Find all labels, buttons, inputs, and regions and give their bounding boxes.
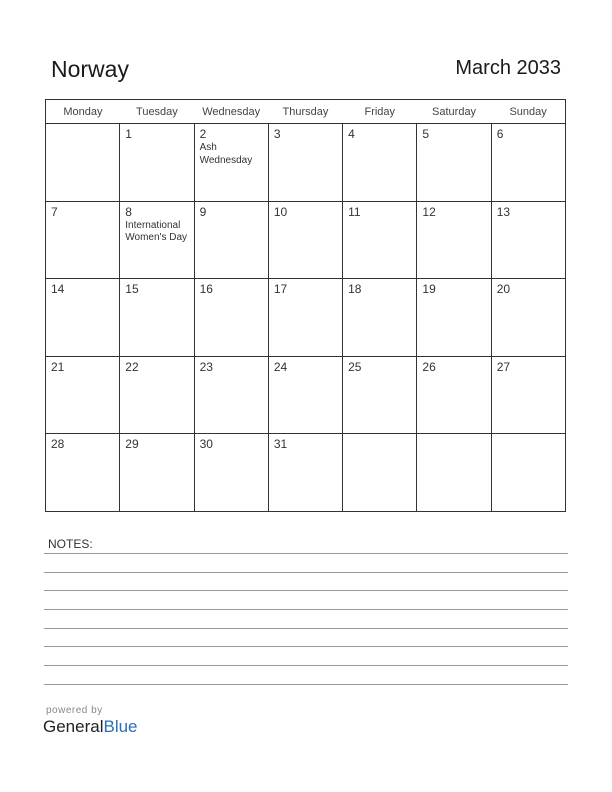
week-row	[46, 201, 566, 279]
day-number: 24	[273, 359, 288, 374]
week-row	[46, 434, 566, 512]
day-cell[interactable]	[268, 356, 342, 434]
country-title: Norway	[51, 56, 129, 82]
day-cell[interactable]	[268, 201, 342, 279]
day-number: 29	[125, 437, 139, 452]
day-cell[interactable]	[491, 434, 565, 512]
note-line	[44, 665, 568, 666]
day-cell[interactable]	[268, 434, 342, 512]
day-number: 21	[51, 359, 65, 374]
day-cell[interactable]	[120, 279, 194, 357]
day-number: 10	[273, 204, 288, 219]
note-line	[44, 572, 568, 573]
day-number: 5	[422, 127, 430, 141]
day-cell[interactable]	[417, 201, 491, 279]
month-title: March 2033	[455, 57, 561, 79]
day-cell[interactable]	[268, 279, 342, 357]
day-cell[interactable]	[120, 356, 194, 434]
weekday-monday: Monday	[46, 100, 120, 124]
weekday-saturday: Saturday	[417, 100, 491, 124]
day-cell[interactable]	[343, 279, 417, 357]
day-number: 16	[199, 282, 213, 297]
holiday-label: Ash Wednesday	[199, 142, 253, 166]
day-number: 1	[125, 127, 132, 141]
day-number: 23	[199, 359, 213, 374]
note-line	[44, 553, 568, 554]
calendar-grid	[45, 99, 566, 512]
day-cell[interactable]	[194, 279, 268, 357]
day-cell[interactable]	[120, 124, 194, 202]
week-row	[46, 124, 566, 202]
day-number: 8	[125, 204, 132, 219]
day-number: 11	[348, 204, 361, 219]
day-number: 25	[348, 359, 362, 374]
day-number: 19	[422, 282, 436, 297]
day-cell[interactable]	[120, 201, 194, 279]
day-number: 20	[496, 282, 511, 297]
day-number: 12	[422, 204, 436, 219]
day-number: 4	[348, 127, 355, 141]
day-number: 17	[273, 282, 288, 297]
day-number: 28	[51, 437, 65, 452]
week-row	[46, 356, 566, 434]
note-line	[44, 609, 568, 610]
day-cell[interactable]	[120, 434, 194, 512]
note-line	[44, 590, 568, 591]
day-number: 13	[496, 204, 511, 219]
day-cell[interactable]	[417, 356, 491, 434]
day-cell[interactable]	[268, 124, 342, 202]
day-number: 18	[348, 282, 362, 297]
day-cell[interactable]	[46, 201, 120, 279]
day-cell[interactable]	[417, 279, 491, 357]
day-cell[interactable]	[343, 201, 417, 279]
note-line	[44, 628, 568, 629]
holiday-label: International Women's Day	[125, 219, 188, 244]
day-cell[interactable]	[194, 356, 268, 434]
note-line	[44, 684, 568, 685]
day-number: 15	[125, 282, 139, 297]
day-cell[interactable]	[343, 356, 417, 434]
day-cell[interactable]	[491, 201, 565, 279]
week-row	[46, 279, 566, 357]
generalblue-logo[interactable]	[43, 717, 138, 737]
weekday-wednesday: Wednesday	[194, 100, 268, 124]
weekday-thursday: Thursday	[268, 100, 342, 124]
weekday-friday: Friday	[343, 100, 417, 124]
day-number: 26	[422, 359, 436, 374]
day-number: 9	[199, 204, 207, 219]
brand-general: General	[43, 717, 104, 736]
day-cell[interactable]	[194, 124, 268, 202]
day-cell[interactable]	[194, 434, 268, 512]
powered-by-text: powered by	[46, 705, 103, 716]
day-cell[interactable]	[491, 279, 565, 357]
day-cell[interactable]	[46, 124, 120, 202]
day-cell[interactable]	[46, 434, 120, 512]
day-cell[interactable]	[46, 356, 120, 434]
day-number: 27	[496, 359, 511, 374]
notes-label: NOTES:	[48, 537, 93, 551]
day-cell[interactable]	[46, 279, 120, 357]
day-cell[interactable]	[417, 434, 491, 512]
day-cell[interactable]	[343, 124, 417, 202]
brand-blue: Blue	[103, 717, 138, 736]
weekday-header-row	[46, 100, 566, 124]
day-number: 30	[199, 437, 213, 452]
note-line	[44, 646, 568, 647]
day-number: 6	[496, 127, 504, 141]
day-number: 7	[51, 204, 58, 219]
day-number: 31	[273, 437, 288, 452]
day-number: 14	[51, 282, 65, 297]
day-cell[interactable]	[491, 356, 565, 434]
weekday-sunday: Sunday	[491, 100, 565, 124]
day-number: 3	[273, 127, 281, 141]
day-cell[interactable]	[343, 434, 417, 512]
day-number: 2	[199, 127, 207, 141]
day-number: 22	[125, 359, 139, 374]
day-cell[interactable]	[194, 201, 268, 279]
weekday-tuesday: Tuesday	[120, 100, 194, 124]
day-cell[interactable]	[417, 124, 491, 202]
day-cell[interactable]	[491, 124, 565, 202]
